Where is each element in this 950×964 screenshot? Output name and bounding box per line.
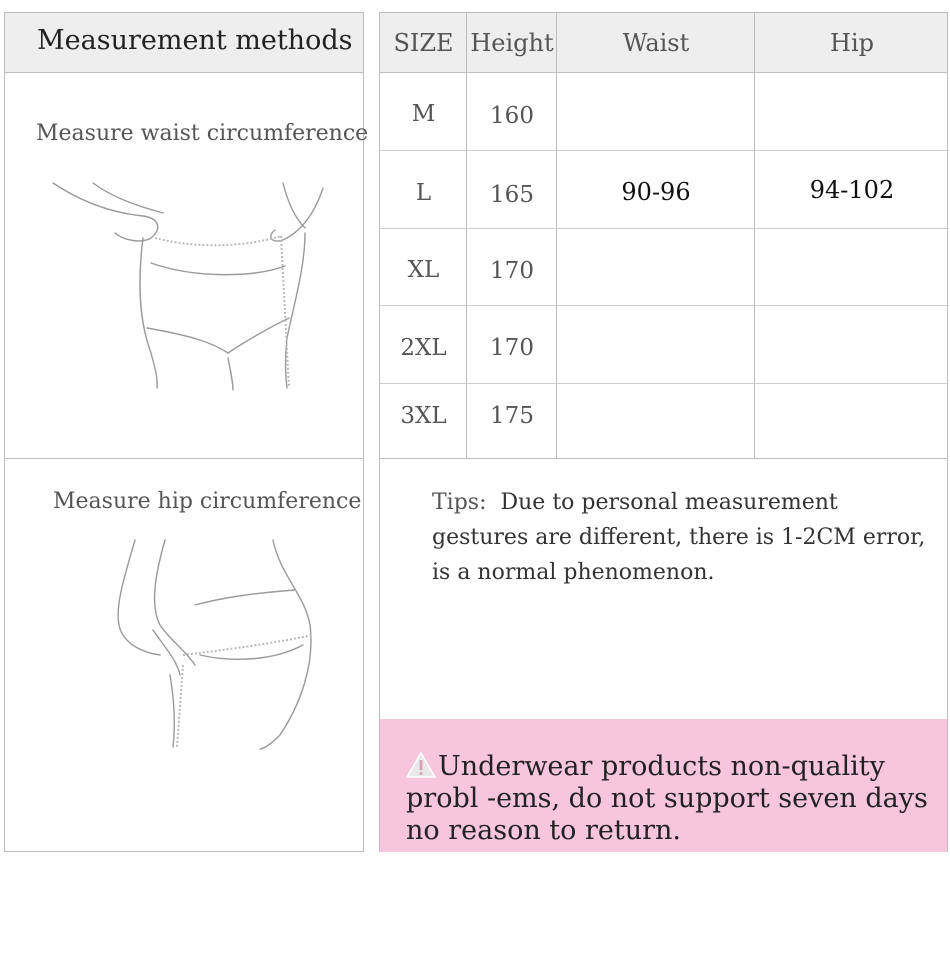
row-divider (380, 305, 947, 306)
measurement-methods-panel (4, 12, 369, 852)
header-waist: Waist (622, 29, 690, 57)
height-cell: 170 (490, 258, 534, 284)
tips-text-block (432, 485, 932, 590)
waist-measure-illustration (43, 178, 333, 393)
header-hip: Hip (830, 29, 874, 57)
height-cell: 160 (490, 103, 534, 129)
measurement-methods-title: Measurement methods (37, 25, 353, 56)
hip-value: 94-102 (809, 176, 895, 204)
waist-caption: Measure waist circumference (36, 121, 369, 146)
no-return-notice (380, 719, 947, 852)
left-panel-divider (5, 458, 363, 459)
height-cell: 170 (490, 335, 534, 361)
notice-text-block (406, 751, 946, 847)
measurement-methods-header (5, 13, 363, 73)
warning-icon (406, 752, 436, 778)
tips-label: Tips: (432, 490, 487, 515)
column-divider (754, 13, 755, 458)
hip-measure-illustration (105, 535, 325, 750)
waist-value: 90-96 (621, 178, 691, 206)
header-size: SIZE (393, 29, 454, 57)
column-divider (466, 13, 467, 458)
size-chart-panel (379, 12, 948, 852)
tips-text: Due to personal measurement gestures are different, there is 1-2CM error, is a normal phenomenon. (432, 490, 926, 585)
column-divider (556, 13, 557, 458)
hip-caption: Measure hip circumference (53, 489, 362, 514)
header-height: Height (470, 29, 554, 57)
size-cell: 2XL (400, 335, 447, 361)
size-cell: L (415, 180, 432, 206)
row-divider (380, 228, 947, 229)
size-cell: 3XL (400, 403, 447, 429)
height-cell: 165 (490, 182, 534, 208)
size-cell: M (411, 101, 436, 127)
row-divider (380, 150, 947, 151)
size-cell: XL (407, 257, 440, 283)
row-divider (380, 383, 947, 384)
notice-text: Underwear products non-quality probl -ems, do not support seven days no reason to return. (406, 751, 928, 846)
table-bottom-border (380, 458, 947, 459)
height-cell: 175 (490, 403, 534, 429)
